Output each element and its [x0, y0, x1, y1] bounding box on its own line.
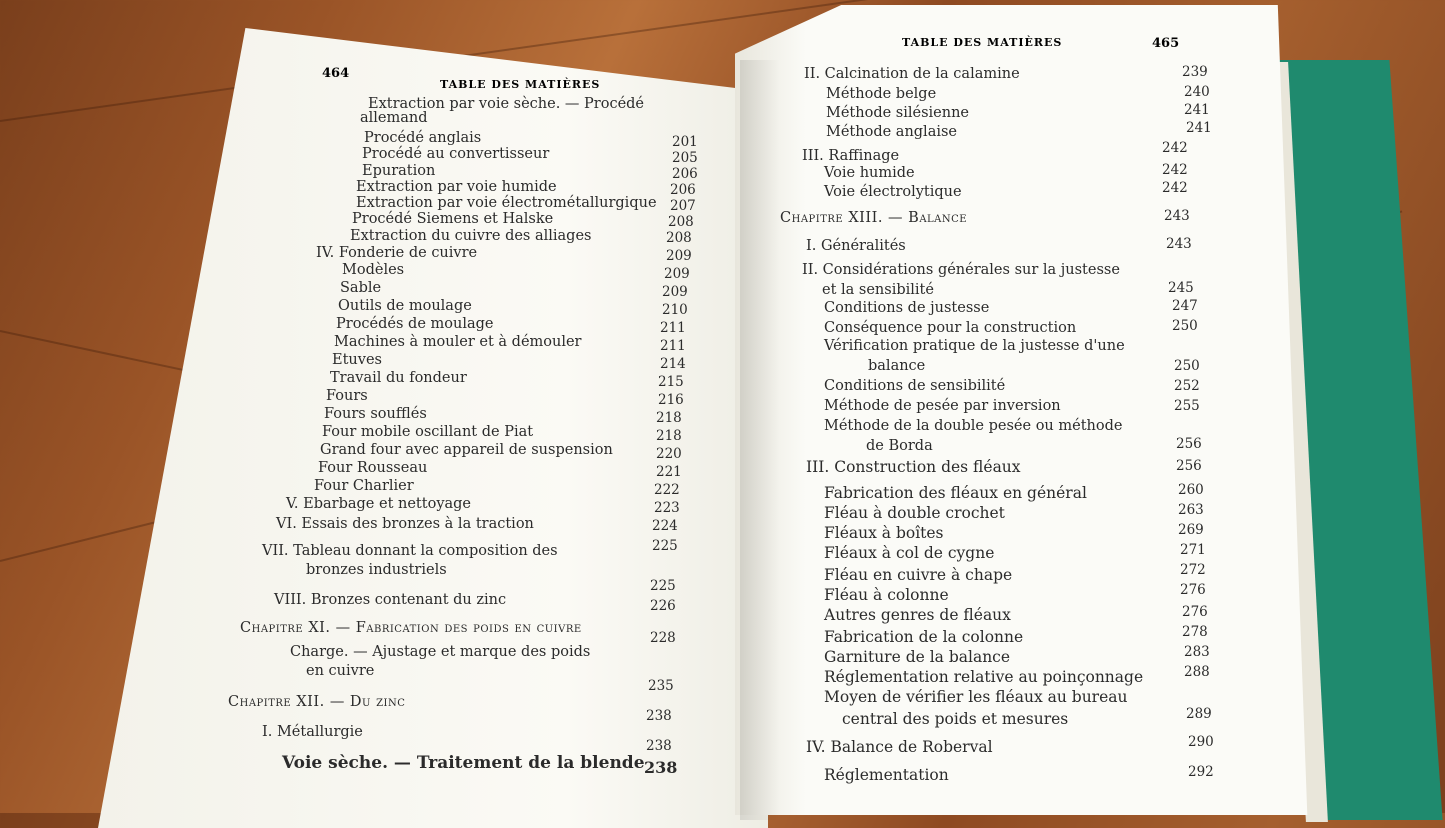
- page-reference-number: 218: [656, 410, 682, 426]
- page-reference-number: 238: [646, 708, 672, 724]
- page-reference-number: 256: [1176, 458, 1202, 474]
- left-toc-entry: Fours: [326, 388, 368, 404]
- right-toc-entry: balance: [868, 358, 926, 374]
- right-toc-entry: Chapitre XIII. — Balance: [780, 210, 968, 226]
- page-reference-number: 209: [666, 248, 692, 264]
- right-toc-entry: II. Considérations générales sur la justesse: [802, 262, 1120, 278]
- left-toc-entry: Procédés de moulage: [336, 316, 494, 332]
- page-reference-number: 211: [660, 320, 686, 336]
- right-toc-entry: Fabrication de la colonne: [824, 628, 1024, 646]
- page-reference-number: 226: [650, 598, 676, 614]
- left-toc-entry: allemand: [360, 110, 428, 126]
- page-reference-number: 238: [644, 758, 678, 777]
- right-toc-entry: Vérification pratique de la justesse d'une: [824, 338, 1125, 354]
- right-toc-entry: Réglementation relative au poinçonnage: [824, 668, 1144, 686]
- page-reference-number: 209: [662, 284, 688, 300]
- left-toc-entry: Four Rousseau: [318, 460, 428, 476]
- right-toc-entry: Moyen de vérifier les fléaux au bureau: [824, 688, 1128, 706]
- page-reference-number: 245: [1168, 280, 1194, 296]
- page-reference-number: 243: [1166, 236, 1192, 252]
- page-reference-number: 214: [660, 356, 686, 372]
- left-toc-entry: Extraction du cuivre des alliages: [350, 228, 592, 244]
- page-reference-number: 235: [648, 678, 674, 694]
- right-toc-entry: I. Généralités: [806, 238, 906, 254]
- left-toc-entry: Chapitre XI. — Fabrication des poids en cuivre: [240, 620, 582, 636]
- left-toc-entry: Charge. — Ajustage et marque des poids: [290, 644, 591, 660]
- page-reference-number: 255: [1174, 398, 1200, 414]
- right-toc-entry: Méthode silésienne: [826, 105, 970, 121]
- page-reference-number: 241: [1184, 102, 1210, 118]
- left-toc-entry: Procédé au convertisseur: [362, 146, 550, 162]
- left-page-number: 464: [322, 66, 350, 81]
- left-toc-entry: Fours soufflés: [324, 406, 427, 422]
- page-reference-number: 276: [1180, 582, 1206, 598]
- page-reference-number: 206: [672, 166, 698, 182]
- right-page-number: 465: [1152, 36, 1180, 51]
- page-reference-number: 220: [656, 446, 682, 462]
- right-toc-entry: Fléau à colonne: [824, 586, 949, 604]
- left-toc-entry: Machines à mouler et à démouler: [334, 334, 582, 350]
- page-reference-number: 242: [1162, 180, 1188, 196]
- left-toc-entry: Procédé anglais: [364, 130, 482, 146]
- page-reference-number: 272: [1180, 562, 1206, 578]
- page-reference-number: 276: [1182, 604, 1208, 620]
- page-reference-number: 221: [656, 464, 682, 480]
- page-reference-number: 260: [1178, 482, 1204, 498]
- right-toc-entry: Méthode de pesée par inversion: [824, 398, 1061, 414]
- page-reference-number: 289: [1186, 706, 1212, 722]
- page-reference-number: 238: [646, 738, 672, 754]
- right-toc-entry: Réglementation: [824, 766, 949, 784]
- page-reference-number: 225: [650, 578, 676, 594]
- page-reference-number: 209: [664, 266, 690, 282]
- right-toc-entry: III. Construction des fléaux: [806, 458, 1021, 476]
- left-toc-entry: Etuves: [332, 352, 382, 368]
- page-reference-number: 288: [1184, 664, 1210, 680]
- right-toc-entry: Fléaux à boîtes: [824, 524, 944, 542]
- page-reference-number: 218: [656, 428, 682, 444]
- page-reference-number: 269: [1178, 522, 1204, 538]
- page-reference-number: 252: [1174, 378, 1200, 394]
- page-reference-number: 211: [660, 338, 686, 354]
- page-reference-number: 242: [1162, 162, 1188, 178]
- left-toc-entry: VI. Essais des bronzes à la traction: [276, 516, 534, 532]
- right-toc-entry: IV. Balance de Roberval: [806, 738, 993, 756]
- page-reference-number: 283: [1184, 644, 1210, 660]
- right-page-header: TABLE DES MATIÈRES: [902, 36, 1063, 49]
- right-toc-entry: central des poids et mesures: [842, 710, 1069, 728]
- right-toc-entry: Méthode belge: [826, 86, 937, 102]
- left-toc-entry: Travail du fondeur: [330, 370, 467, 386]
- left-toc-entry: Extraction par voie sèche. — Procédé: [368, 96, 645, 112]
- page-reference-number: 247: [1172, 298, 1198, 314]
- page-reference-number: 292: [1188, 764, 1214, 780]
- page-reference-number: 240: [1184, 84, 1210, 100]
- left-toc-entry: Extraction par voie humide: [356, 179, 557, 195]
- left-toc-entry: IV. Fonderie de cuivre: [316, 245, 478, 261]
- page-reference-number: 216: [658, 392, 684, 408]
- page-reference-number: 243: [1164, 208, 1190, 224]
- page-reference-number: 250: [1172, 318, 1198, 334]
- left-toc-entry: Outils de moulage: [338, 298, 472, 314]
- left-toc-entry: VII. Tableau donnant la composition des: [262, 543, 558, 559]
- page-reference-number: 250: [1174, 358, 1200, 374]
- right-toc-entry: Autres genres de fléaux: [824, 606, 1011, 624]
- page-reference-number: 205: [672, 150, 698, 166]
- book-gutter: [740, 60, 780, 820]
- page-reference-number: 222: [654, 482, 680, 498]
- right-toc-entry: Fléau en cuivre à chape: [824, 566, 1013, 584]
- left-toc-entry: Procédé Siemens et Halske: [352, 211, 554, 227]
- right-toc-entry: et la sensibilité: [822, 282, 934, 298]
- page-reference-number: 290: [1188, 734, 1214, 750]
- right-toc-entry: Fabrication des fléaux en général: [824, 484, 1087, 502]
- right-toc-entry: Conditions de sensibilité: [824, 378, 1006, 394]
- left-toc-entry: Four mobile oscillant de Piat: [322, 424, 534, 440]
- right-toc-entry: Garniture de la balance: [824, 648, 1011, 666]
- right-toc-entry: III. Raffinage: [802, 148, 900, 164]
- page-reference-number: 256: [1176, 436, 1202, 452]
- page-reference-number: 271: [1180, 542, 1206, 558]
- left-toc-entry: Four Charlier: [314, 478, 414, 494]
- right-toc-entry: Voie électrolytique: [824, 184, 962, 200]
- right-toc-entry: II. Calcination de la calamine: [804, 66, 1020, 82]
- left-toc-entry: en cuivre: [306, 663, 375, 679]
- right-toc-entry: Fléau à double crochet: [824, 504, 1005, 522]
- left-toc-entry: VIII. Bronzes contenant du zinc: [274, 592, 507, 608]
- page-reference-number: 228: [650, 630, 676, 646]
- page-reference-number: 225: [652, 538, 678, 554]
- page-reference-number: 208: [666, 230, 692, 246]
- left-toc-entry: Extraction par voie électrométallurgique: [356, 195, 657, 211]
- page-reference-number: 201: [672, 134, 698, 150]
- right-toc-entry: de Borda: [866, 438, 933, 454]
- left-toc-entry: Sable: [340, 280, 382, 296]
- left-toc-entry: Epuration: [362, 163, 436, 179]
- left-toc-entry: Chapitre XII. — Du zinc: [228, 694, 406, 710]
- page-reference-number: 206: [670, 182, 696, 198]
- page-reference-number: 210: [662, 302, 688, 318]
- left-toc-entry: Modèles: [342, 262, 405, 278]
- right-toc-entry: Conditions de justesse: [824, 300, 990, 316]
- right-toc-entry: Voie humide: [824, 165, 915, 181]
- page-reference-number: 208: [668, 214, 694, 230]
- left-toc-entry: bronzes industriels: [306, 562, 447, 578]
- page-reference-number: 241: [1186, 120, 1212, 136]
- page-reference-number: 223: [654, 500, 680, 516]
- page-reference-number: 278: [1182, 624, 1208, 640]
- page-reference-number: 242: [1162, 140, 1188, 156]
- page-reference-number: 215: [658, 374, 684, 390]
- left-toc-entry: Grand four avec appareil de suspension: [320, 442, 613, 458]
- right-toc-entry: Conséquence pour la construction: [824, 320, 1077, 336]
- page-reference-number: 263: [1178, 502, 1204, 518]
- page-reference-number: 224: [652, 518, 678, 534]
- right-toc-entry: Méthode anglaise: [826, 124, 958, 140]
- left-toc-entry: V. Ebarbage et nettoyage: [286, 496, 472, 512]
- right-toc-entry: Fléaux à col de cygne: [824, 544, 995, 562]
- left-toc-entry: I. Métallurgie: [262, 724, 363, 740]
- right-toc-entry: Méthode de la double pesée ou méthode: [824, 418, 1123, 434]
- left-toc-entry: Voie sèche. — Traitement de la blende: [282, 753, 645, 773]
- left-page-header: TABLE DES MATIÈRES: [440, 78, 601, 91]
- page-reference-number: 207: [670, 198, 696, 214]
- page-reference-number: 239: [1182, 64, 1208, 80]
